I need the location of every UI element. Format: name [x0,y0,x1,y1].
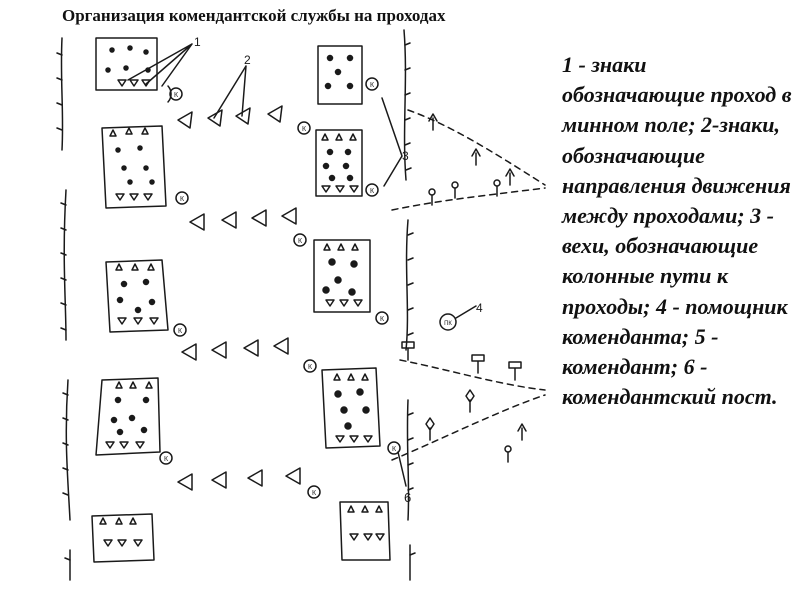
direction-signs [178,106,300,490]
post-label: К [369,82,375,89]
passage-right-2 [316,130,362,196]
commandant-post [176,192,188,204]
commandant-post [298,122,310,134]
post-label: К [311,490,317,497]
minefield-boundary-left [57,38,70,580]
diagram-title: Организация комендантской службы на проходах [62,6,446,25]
callout-1: 1 [194,35,201,49]
post-label: К [177,328,183,335]
commandant-post [376,312,388,324]
post-label: К [297,238,303,245]
passage-right-4 [322,368,380,448]
column-route-lower [392,360,545,460]
legend-text: 1 - знаки обозначающие проход в минном поле; 2-знаки, обозначающие направления движения между проходами; 3 - вехи, обозначающие колонные пути к проходы; 4 - помощник коменданта; 5 - комендант; 6 - комендантский пост. [562,52,792,410]
post-label: К [369,188,375,195]
passage-left-4 [96,378,160,455]
passage-left-2 [102,126,166,208]
post-label: К [179,196,185,203]
callout-4: 4 [476,301,483,315]
post-label: К [163,456,169,463]
commandant-post [304,360,316,372]
column-route-upper [392,110,545,210]
commandant-post [308,486,320,498]
callout-2: 2 [244,53,251,67]
passage-left-3 [106,260,168,332]
commandant-post [168,86,182,102]
post-label: К [173,92,179,99]
post-label: К [391,446,397,453]
post-label: К [301,126,307,133]
passage-left-5 [92,514,154,562]
callout-6: 6 [404,490,412,505]
commandant-post [366,78,378,90]
callout-3: 3 [402,149,409,163]
passage-right-5 [340,502,390,560]
commandant-post [160,452,172,464]
post-label: К [379,316,385,323]
passage-right-3 [314,240,370,312]
passage-right-1 [318,46,362,104]
post-label: ПК [444,321,452,327]
callout-leaders [128,44,476,486]
assistant-commandant-post [440,314,456,330]
commandant-post [174,324,186,336]
commandant-post [366,184,378,196]
post-label: К [307,364,313,371]
commandant-post [294,234,306,246]
